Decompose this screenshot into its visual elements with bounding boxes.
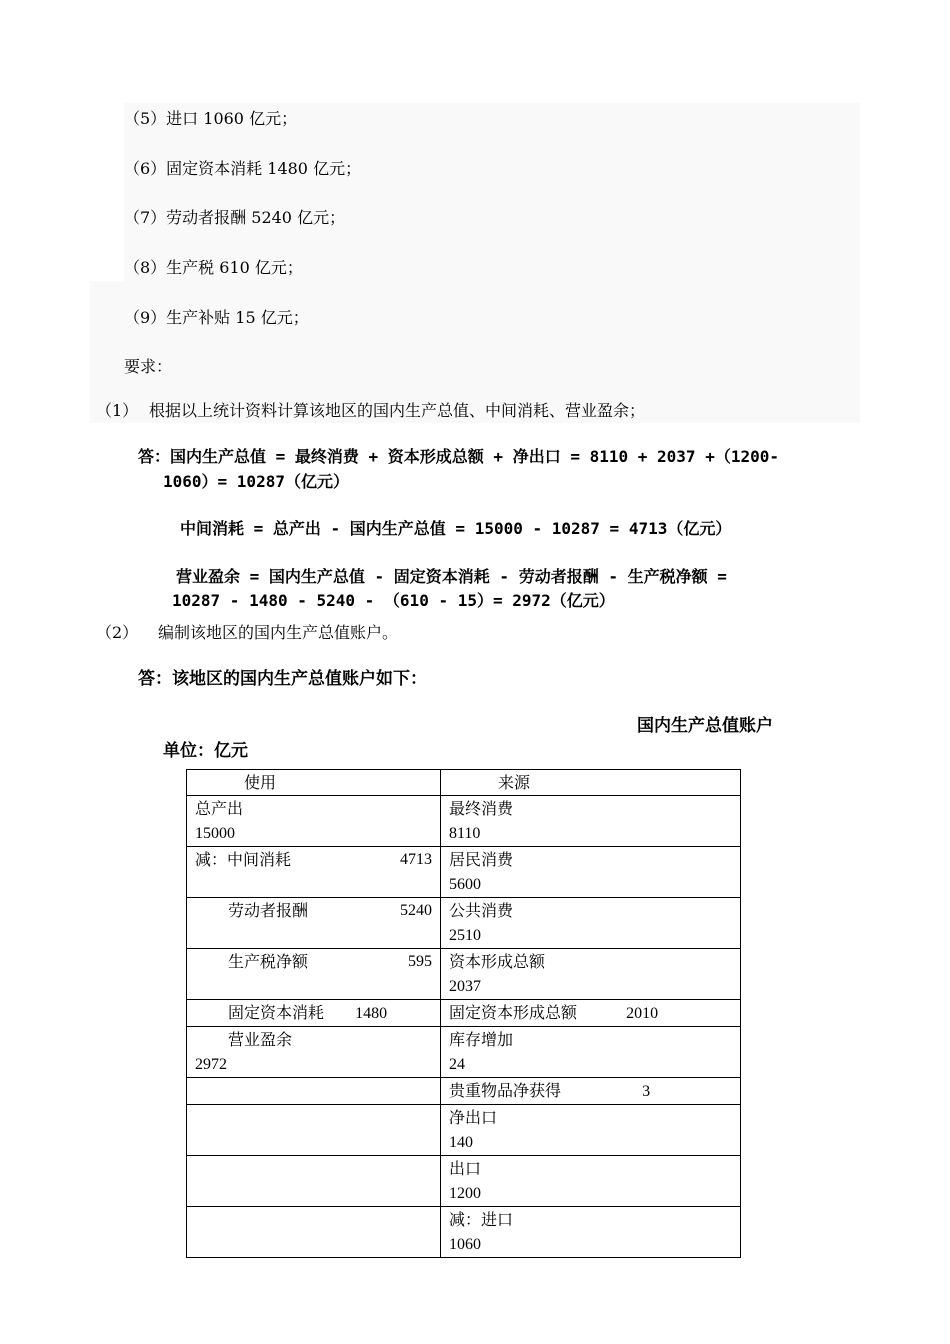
source-label: 贵重物品净获得 [449,1081,562,1100]
use-cell [187,898,441,949]
source-cell [441,1156,741,1207]
use-label: 总产出 [195,799,244,818]
source-value: 140 [449,1134,473,1151]
question-2-text: 编制该地区的国内生产总值账户。 [158,623,399,642]
table-row [187,898,741,949]
gdp-account-table [186,769,741,1258]
source-label: 固定资本形成总额 [449,1003,578,1022]
use-cell [187,1156,441,1207]
source-cell [441,1000,741,1027]
header-use: 使用 [187,770,441,796]
use-value: 15000 [195,825,235,842]
table-row [187,1156,741,1207]
source-cell [441,796,741,847]
use-cell [187,1207,441,1258]
table-row [187,1078,741,1105]
table-row [187,1105,741,1156]
source-label: 净出口 [449,1108,498,1127]
source-label: 减：进口 [449,1210,514,1229]
table-row [187,1000,741,1027]
source-cell [441,847,741,898]
source-cell [441,1078,741,1105]
shaded-block-top [124,103,860,281]
source-cell [441,898,741,949]
source-label: 公共消费 [449,901,514,920]
source-value: 2037 [449,978,481,995]
use-cell [187,796,441,847]
item-6: （6）固定资本消耗 1480 亿元； [124,159,362,178]
header-source: 来源 [441,770,741,796]
question-1-text: 根据以上统计资料计算该地区的国内生产总值、中间消耗、营业盈余； [149,401,646,420]
use-value: 1480 [355,1005,388,1022]
item-7: （7）劳动者报酬 5240 亿元； [124,208,346,227]
use-label: 营业盈余 [228,1030,293,1049]
answer-gdp-line-1: 答：国内生产总值 = 最终消费 + 资本形成总额 + 净出口 = 8110 + 2037 +（1200- [138,447,779,466]
use-value: 2972 [195,1056,227,1073]
source-value: 2010 [626,1005,659,1022]
use-value: 5240 [400,902,432,919]
answer-surplus-line-1: 营业盈余 = 国内生产总值 - 固定资本消耗 - 劳动者报酬 - 生产税净额 = [176,567,727,586]
use-label: 劳动者报酬 [228,901,309,920]
source-cell [441,1105,741,1156]
account-title: 国内生产总值账户 [637,716,773,736]
source-label: 出口 [449,1159,482,1178]
answer-surplus-line-2: 10287 - 1480 - 5240 - （610 - 15）= 2972（亿元） [172,591,615,610]
table-header-row [187,770,741,796]
answer-gdp-line-2: 1060）= 10287（亿元） [163,472,349,491]
source-cell [441,949,741,1000]
use-cell [187,847,441,898]
answer-2-heading: 答：该地区的国内生产总值账户如下： [138,669,427,689]
source-value: 5600 [449,876,481,893]
question-2-number: （2） [96,623,139,642]
use-cell [187,1078,441,1105]
question-1-number: （1） [96,401,139,420]
item-8: （8）生产税 610 亿元； [124,258,303,277]
source-value: 3 [642,1083,651,1100]
use-value: 595 [408,953,432,970]
source-value: 1060 [449,1236,481,1253]
table-row [187,796,741,847]
source-label: 居民消费 [449,850,514,869]
source-label: 资本形成总额 [449,952,546,971]
requirement-label: 要求： [124,357,173,376]
use-cell [187,949,441,1000]
use-cell [187,1027,441,1078]
table-row [187,847,741,898]
source-value: 2510 [449,927,481,944]
use-label: 减：中间消耗 [195,850,292,869]
use-cell [187,1000,441,1027]
use-value: 4713 [400,851,432,868]
table-row [187,1027,741,1078]
use-cell [187,1105,441,1156]
use-label: 固定资本消耗 [228,1003,325,1022]
item-9: （9）生产补贴 15 亿元； [124,308,309,327]
source-label: 最终消费 [449,799,514,818]
source-value: 24 [449,1056,465,1073]
answer-intermediate: 中间消耗 = 总产出 - 国内生产总值 = 15000 - 10287 = 4713（亿元） [180,519,732,538]
source-label: 库存增加 [449,1030,514,1049]
source-value: 8110 [449,825,481,842]
use-label: 生产税净额 [228,952,309,971]
table-row [187,1207,741,1258]
source-value: 1200 [449,1185,481,1202]
account-unit: 单位：亿元 [163,741,248,761]
item-5: （5）进口 1060 亿元； [124,109,298,128]
source-cell [441,1207,741,1258]
table-row [187,949,741,1000]
source-cell [441,1027,741,1078]
